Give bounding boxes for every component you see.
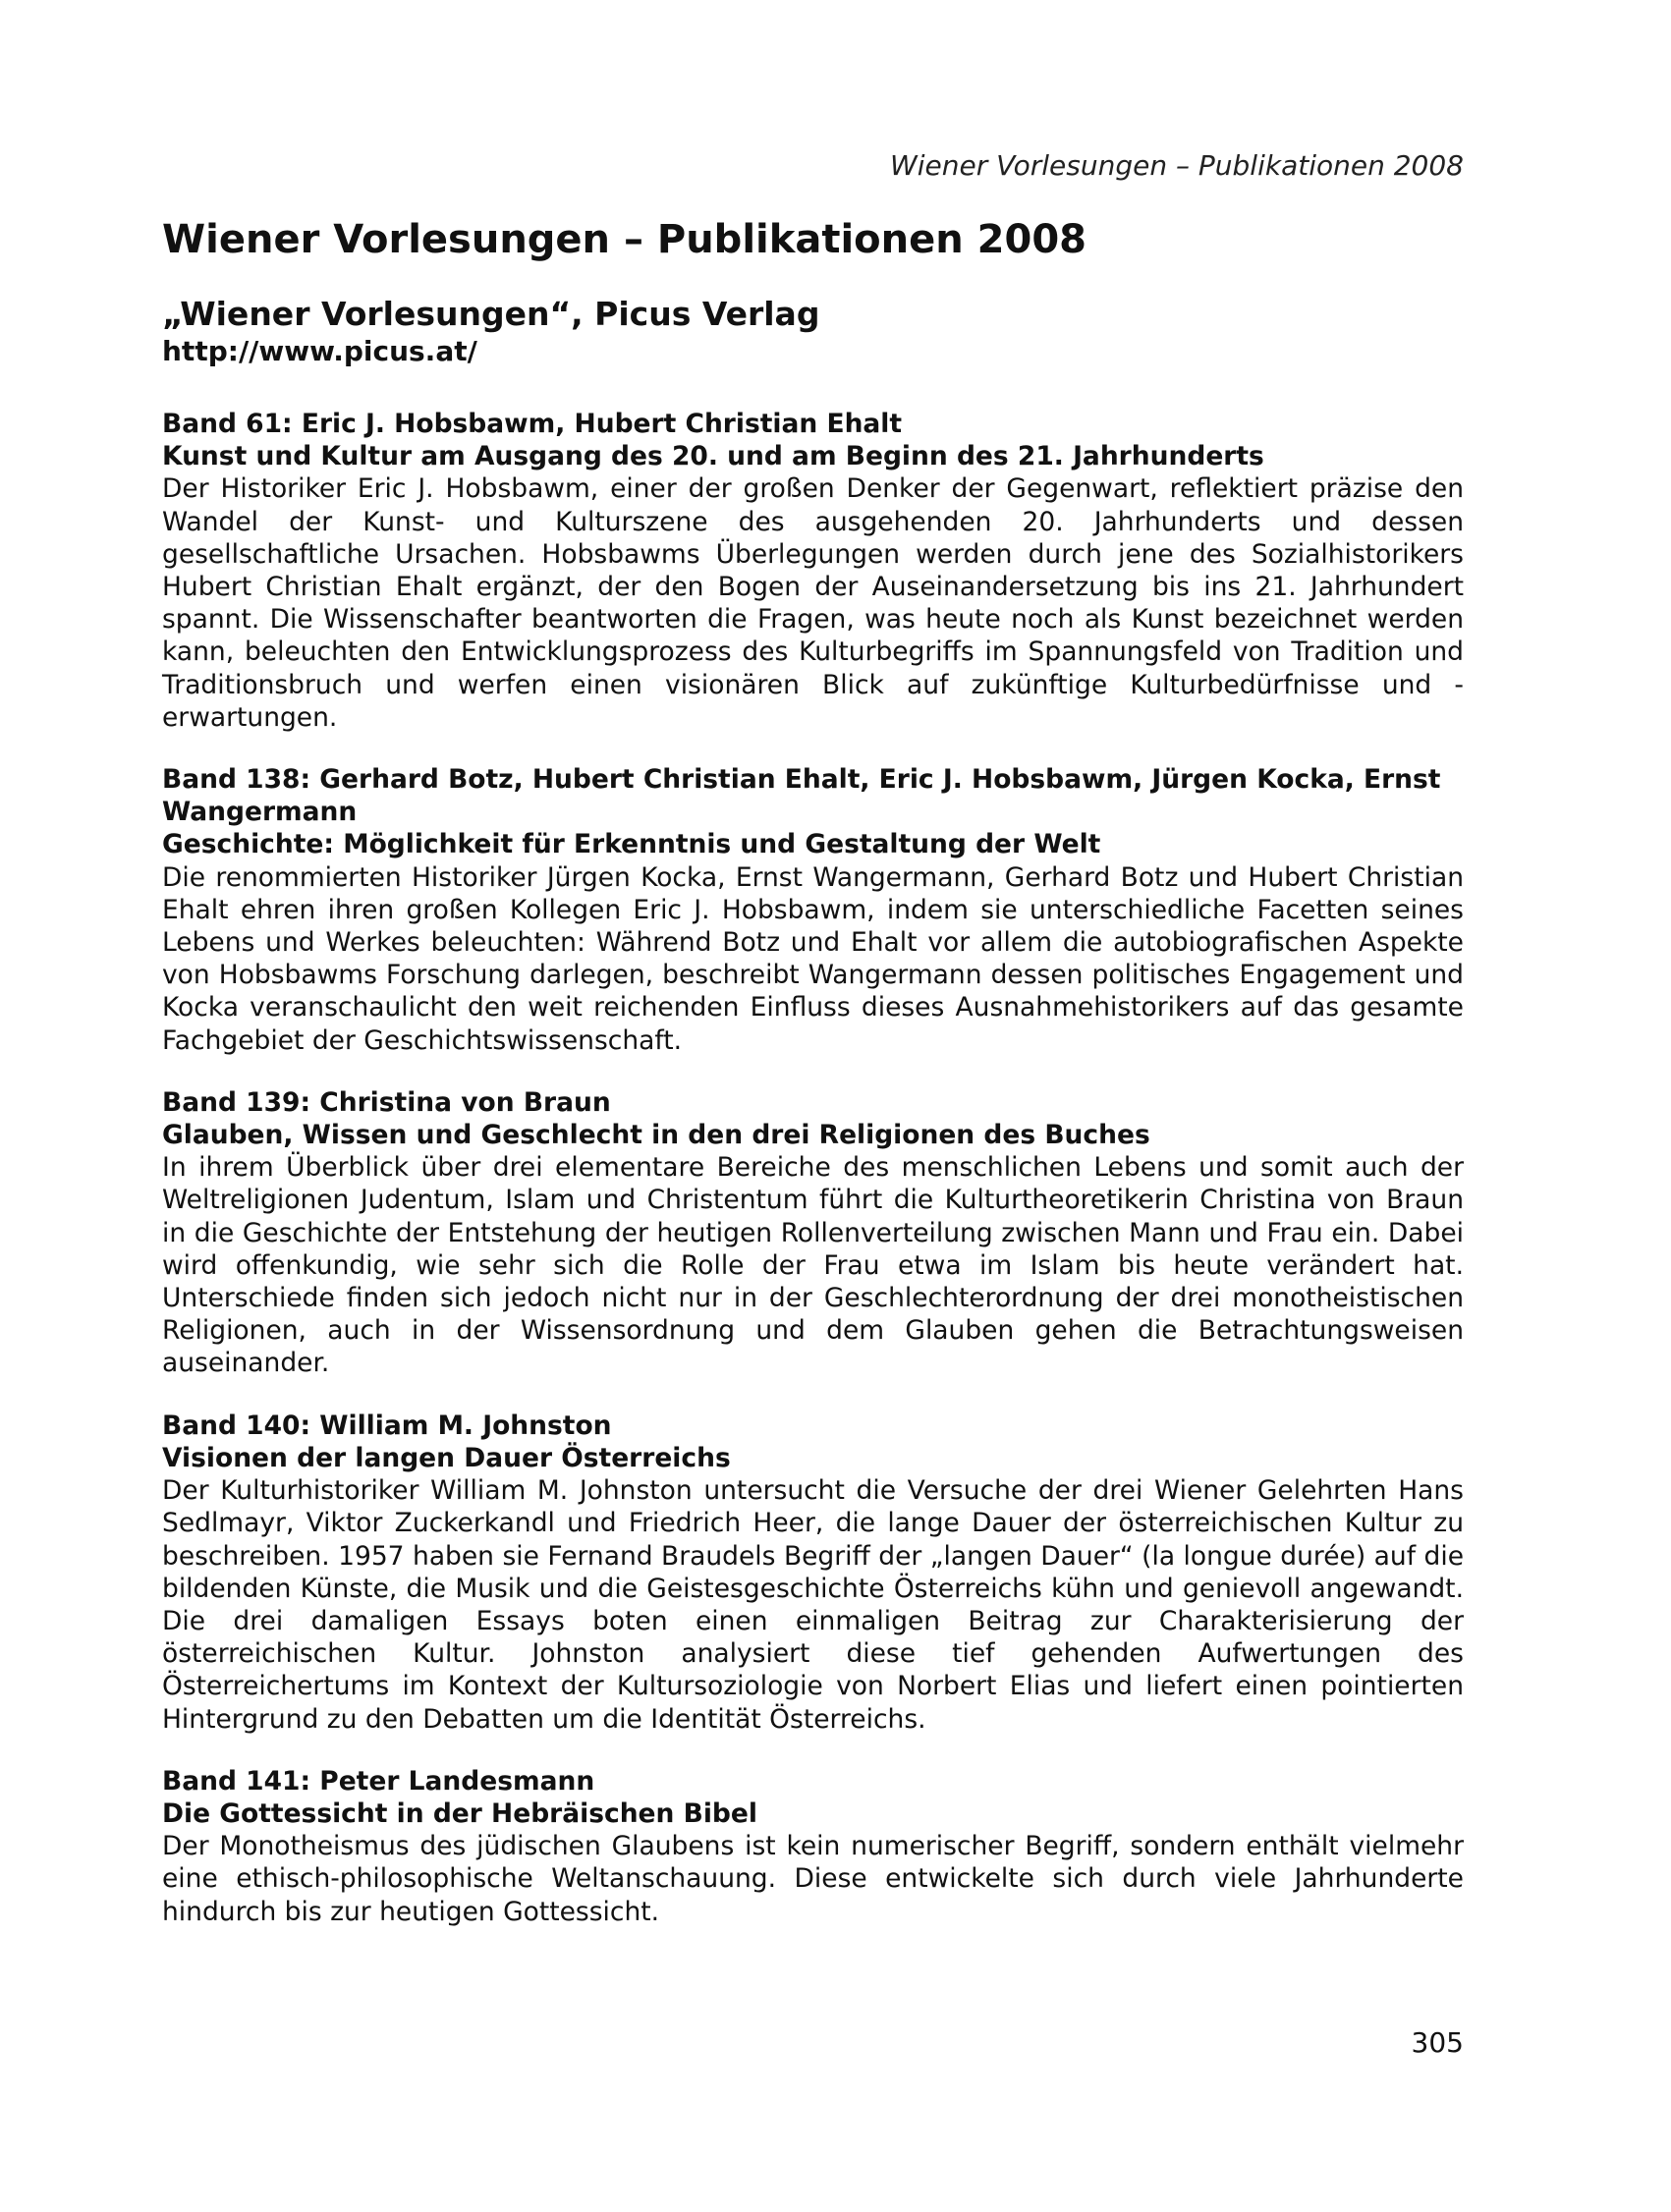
- series-title: „Wiener Vorlesungen“, Picus Verlag: [162, 295, 820, 333]
- publication-entry: [162, 1410, 1464, 1736]
- publication-list: [162, 408, 1464, 1958]
- publication-entry: [162, 763, 1464, 1057]
- running-header: Wiener Vorlesungen – Publikationen 2008: [890, 149, 1464, 182]
- entry-band: Band 141: Peter Landesmann: [162, 1765, 595, 1797]
- entry-title: Geschichte: Möglichkeit für Erkenntnis und Gestaltung der Welt: [162, 829, 1101, 860]
- entry-description: Der Monotheismus des jüdischen Glaubens ist kein numerischer Begriff, sondern enthält vielmehr eine ethisch-philosophische Weltanschauung. Diese entwickelte sich durch viele Jahrhunderte hindurch bis zur heutigen Gottessicht.: [162, 1831, 1464, 1927]
- publication-entry: [162, 408, 1464, 734]
- publication-entry: [162, 1765, 1464, 1928]
- entry-title: Visionen der langen Dauer Österreichs: [162, 1442, 731, 1473]
- entry-description: Die renommierten Historiker Jürgen Kocka, Ernst Wangermann, Gerhard Botz und Hubert Christian Ehalt ehren ihren großen Kollegen Eric J. Hobsbawm, indem sie unterschiedliche Facetten seines Lebens und Werkes beleuchten: Während Botz und Ehalt vor allem die autobiografischen Aspekte von Hobsbawms Forschung darlegen, beschreibt Wangermann dessen politisches Engagement und Kocka veranschaulicht den weit reichenden Einfluss dieses Ausnahmehistorikers auf das gesamte Fachgebiet der Geschichtswissenschaft.: [162, 861, 1464, 1056]
- entry-band: Band 61: Eric J. Hobsbawm, Hubert Christian Ehalt: [162, 409, 903, 439]
- entry-description: In ihrem Überblick über drei elementare Bereiche des menschlichen Lebens und somit auch der Weltreligionen Judentum, Islam und Christentum führt die Kulturtheoretikerin Christina von Braun in die Geschichte der Entstehung der heutigen Rollenverteilung zwischen Mann und Frau ein. Dabei wird offenkundig, wie sehr sich die Rolle der Frau etwa im Islam bis heute verändert hat. Unterschiede finden sich jedoch nicht nur in der Geschlechterordnung der drei monotheistischen Religionen, auch in der Wissensordnung und dem Glauben gehen die Betrachtungsweisen auseinander.: [162, 1152, 1464, 1379]
- entry-title: Kunst und Kultur am Ausgang des 20. und am Beginn des 21. Jahrhunderts: [162, 441, 1264, 472]
- publication-entry: [162, 1086, 1464, 1380]
- series-url[interactable]: http://www.picus.at/: [162, 335, 477, 367]
- entry-band: Band 138: Gerhard Botz, Hubert Christian Ehalt, Eric J. Hobsbawm, Jürgen Kocka, Ernst Wangermann: [162, 764, 1441, 828]
- entry-title: Die Gottessicht in der Hebräischen Bibel: [162, 1797, 757, 1829]
- entry-band: Band 139: Christina von Braun: [162, 1086, 611, 1118]
- entry-description: Der Historiker Eric J. Hobsbawm, einer der großen Denker der Gegenwart, reflektiert präzise den Wandel der Kunst- und Kulturszene des ausgehenden 20. Jahrhunderts und dessen gesellschaftliche Ursachen. Hobsbawms Überlegungen werden durch jene des Sozialhistorikers Hubert Christian Ehalt ergänzt, der den Bogen der Auseinandersetzung bis ins 21. Jahrhundert spannt. Die Wissenschafter beantworten die Fragen, was heute noch als Kunst bezeichnet werden kann, beleuchten den Entwicklungsprozess des Kulturbegriffs im Spannungsfeld von Tradition und Traditionsbruch und werfen einen visionären Blick auf zukünftige Kulturbedürfnisse und -erwartungen.: [162, 473, 1464, 733]
- entry-band: Band 140: William M. Johnston: [162, 1410, 612, 1441]
- document-page: [162, 0, 1464, 2212]
- entry-description: Der Kulturhistoriker William M. Johnston untersucht die Versuche der drei Wiener Gelehrten Hans Sedlmayr, Viktor Zuckerkandl und Friedrich Heer, die lange Dauer der österreichischen Kultur zu beschreiben. 1957 haben sie Fernand Braudels Begriff der „langen Dauer“ (la longue durée) auf die bildenden Künste, die Musik und die Geistesgeschichte Österreichs kühn und genievoll angewandt. Die drei damaligen Essays boten einen einmaligen Beitrag zur Charakterisierung der österreichischen Kultur. Johnston analysiert diese tief gehenden Aufwertungen des Österreichertums im Kontext der Kultursoziologie von Norbert Elias und liefert einen pointierten Hintergrund zu den Debatten um die Identität Österreichs.: [162, 1475, 1464, 1735]
- page-title: Wiener Vorlesungen – Publikationen 2008: [162, 217, 1086, 262]
- entry-title: Glauben, Wissen und Geschlecht in den drei Religionen des Buches: [162, 1120, 1150, 1151]
- page-number: 305: [1411, 2026, 1464, 2059]
